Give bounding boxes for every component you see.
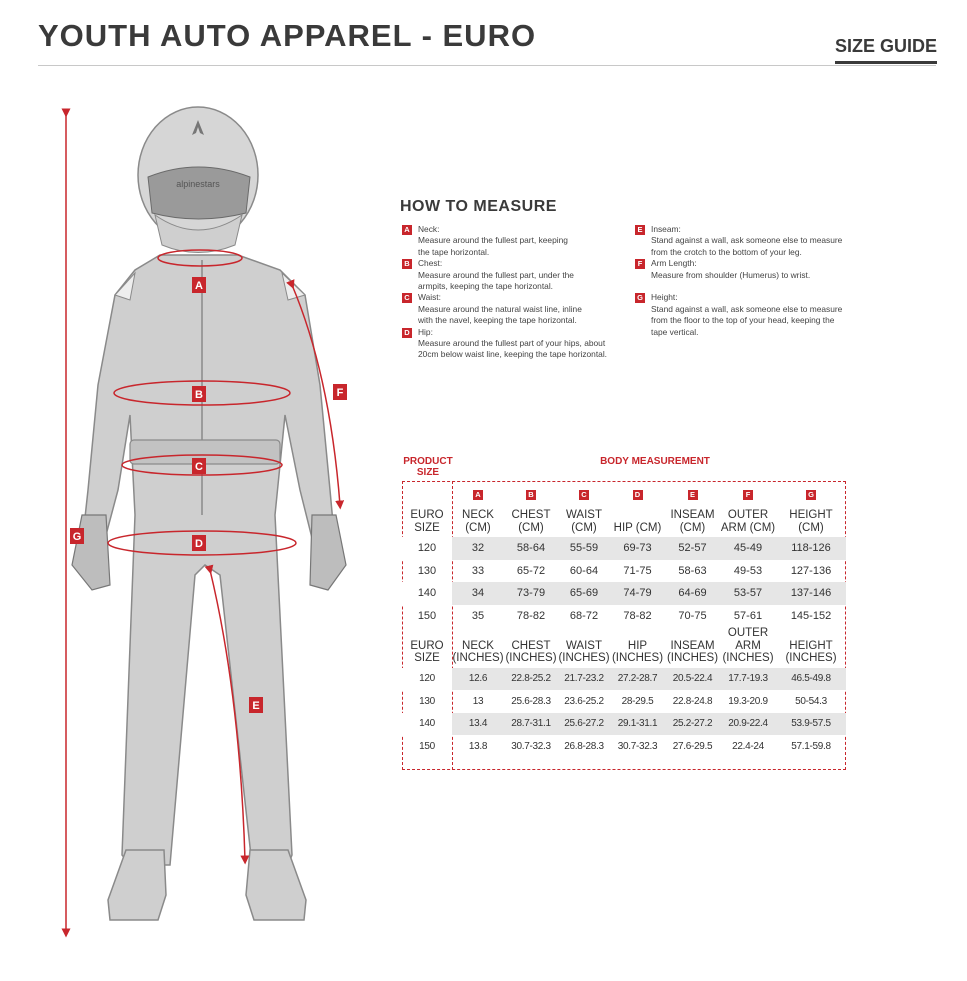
instruction-hip: D Hip: Measure around the fullest part of your hips, about 20cm below waist line, keeping the tape horizontal.	[402, 327, 632, 361]
measure-instructions-left	[402, 224, 632, 361]
column-header: HIP (INCHES)	[611, 639, 664, 664]
column-header: CHEST (CM)	[511, 509, 551, 534]
value-cell: 20.9-22.4	[720, 713, 776, 736]
size-guide-label: SIZE GUIDE	[835, 36, 937, 64]
value-cell: 29.1-31.1	[610, 713, 665, 736]
value-cell: 45-49	[720, 537, 776, 560]
table-row	[402, 668, 846, 691]
value-cell: 55-59	[558, 537, 610, 560]
instruction-neck: A Neck: Measure around the fullest part, keeping the tape horizontal.	[402, 224, 632, 258]
letter-row	[402, 484, 846, 502]
value-cell: 53-57	[720, 582, 776, 605]
page-title: YOUTH AUTO APPAREL - EURO	[38, 18, 537, 53]
column-header: OUTER ARM (CM)	[720, 509, 776, 534]
size-cell: 130	[419, 695, 435, 707]
value-cell: 58-64	[504, 537, 558, 560]
body-measurement-heading: BODY MEASUREMENT	[600, 456, 710, 467]
value-cell: 22.8-24.8	[672, 695, 713, 707]
right-boot	[246, 850, 306, 920]
header-divider	[38, 65, 936, 66]
product-size-heading: PRODUCT SIZE	[403, 456, 453, 478]
value-cell: 57.1-59.8	[791, 740, 831, 752]
table-row	[402, 560, 846, 583]
value-cell: 78-82	[623, 609, 652, 622]
value-cell: 25.6-28.3	[511, 695, 551, 707]
value-cell: 30.7-32.3	[617, 740, 658, 752]
value-cell: 64-69	[665, 582, 720, 605]
value-cell: 12.6	[452, 668, 504, 691]
value-cell: 71-75	[623, 564, 652, 577]
badge-f: F	[635, 259, 645, 269]
table-row	[402, 713, 846, 736]
size-cell: 120	[402, 668, 452, 691]
table-row	[402, 690, 846, 713]
value-cell: 30.7-32.3	[511, 740, 551, 752]
size-cell: 130	[417, 564, 437, 577]
value-cell: 52-57	[665, 537, 720, 560]
col-badge-f: F	[743, 490, 753, 500]
marker-e: E	[252, 700, 260, 712]
racing-suit-figure	[30, 95, 390, 945]
value-cell: 28-29.5	[621, 695, 654, 707]
table-row	[402, 605, 846, 628]
value-cell: 58-63	[678, 564, 707, 577]
instruction-waist: C Waist: Measure around the natural waist line, inline with the navel, keeping the tape horizontal.	[402, 292, 632, 326]
value-cell: 65-69	[558, 582, 610, 605]
value-cell: 21.7-23.2	[558, 668, 610, 691]
value-cell: 57-61	[733, 609, 763, 622]
size-table	[402, 484, 846, 758]
instruction-arm-length: F Arm Length: Measure from shoulder (Humerus) to wrist.	[635, 258, 865, 281]
marker-g: G	[72, 531, 82, 543]
size-cell: 150	[417, 609, 437, 622]
marker-c: C	[195, 461, 203, 473]
column-header: WAIST (INCHES)	[558, 639, 610, 664]
column-header: WAIST (CM)	[566, 509, 602, 534]
column-header: EURO SIZE	[410, 639, 444, 664]
value-cell: 53.9-57.5	[776, 713, 846, 736]
badge-d: D	[402, 328, 412, 338]
col-badge-g: G	[806, 490, 816, 500]
helmet-brand: alpinestars	[176, 179, 220, 189]
value-cell: 137-146	[776, 582, 846, 605]
how-to-measure-title: HOW TO MEASURE	[400, 198, 557, 215]
value-cell: 50-54.3	[795, 695, 827, 707]
value-cell: 28.7-31.1	[504, 713, 558, 736]
marker-b: B	[195, 389, 203, 401]
column-header: OUTER ARM (INCHES)	[722, 627, 774, 664]
value-cell: 20.5-22.4	[665, 668, 720, 691]
badge-c: C	[402, 293, 412, 303]
column-header: NECK (CM)	[462, 509, 494, 534]
marker-a: A	[195, 280, 203, 292]
value-cell: 22.4-24	[732, 740, 764, 752]
header-row-inches	[402, 627, 846, 668]
size-cell: 140	[402, 582, 452, 605]
value-cell: 74-79	[610, 582, 665, 605]
col-badge-c: C	[579, 490, 589, 500]
left-boot	[108, 850, 166, 920]
value-cell: 73-79	[504, 582, 558, 605]
left-glove	[72, 515, 110, 590]
size-cell: 140	[402, 713, 452, 736]
value-cell: 25.6-27.2	[558, 713, 610, 736]
size-cell: 120	[402, 537, 452, 560]
measure-instructions-right	[635, 224, 865, 338]
value-cell: 32	[452, 537, 504, 560]
table-row	[402, 537, 846, 560]
value-cell: 27.6-29.5	[672, 740, 713, 752]
value-cell: 145-152	[790, 609, 832, 622]
value-cell: 23.6-25.2	[564, 695, 604, 707]
badge-g: G	[635, 293, 645, 303]
value-cell: 27.2-28.7	[610, 668, 665, 691]
badge-e: E	[635, 225, 645, 235]
value-cell: 13	[472, 695, 484, 707]
value-cell: 34	[452, 582, 504, 605]
instruction-chest: B Chest: Measure around the fullest part, under the armpits, keeping the tape horizontal.	[402, 258, 632, 292]
value-cell: 78-82	[516, 609, 546, 622]
column-header: HEIGHT (CM)	[789, 509, 833, 534]
col-badge-a: A	[473, 490, 483, 500]
header-row-cm	[402, 502, 846, 537]
instruction-height: G Height: Stand against a wall, ask someone else to measure from the floor to the top of your head, keeping the tape vertical.	[635, 292, 865, 338]
col-badge-b: B	[526, 490, 536, 500]
column-header: HEIGHT (INCHES)	[785, 639, 837, 664]
value-cell: 118-126	[776, 537, 846, 560]
value-cell: 33	[471, 564, 485, 577]
marker-d: D	[195, 538, 203, 550]
column-header: INSEAM (INCHES)	[666, 639, 719, 664]
value-cell: 68-72	[569, 609, 599, 622]
value-cell: 26.8-28.3	[564, 740, 604, 752]
value-cell: 60-64	[569, 564, 599, 577]
suit-body	[82, 255, 335, 865]
helmet	[138, 107, 258, 253]
value-cell: 13.4	[452, 713, 504, 736]
value-cell: 22.8-25.2	[504, 668, 558, 691]
size-cell: 150	[419, 740, 435, 752]
instruction-inseam: E Inseam: Stand against a wall, ask someone else to measure from the crotch to the bottom of your leg.	[635, 224, 865, 258]
table-row	[402, 735, 846, 758]
value-cell: 17.7-19.3	[720, 668, 776, 691]
value-cell: 25.2-27.2	[665, 713, 720, 736]
col-badge-e: E	[688, 490, 698, 500]
column-header: INSEAM (CM)	[670, 509, 715, 534]
value-cell: 13.8	[468, 740, 488, 752]
value-cell: 65-72	[516, 564, 546, 577]
badge-b: B	[402, 259, 412, 269]
value-cell: 35	[471, 609, 485, 622]
column-header: HIP (CM)	[613, 521, 662, 534]
column-header: NECK (INCHES)	[452, 639, 504, 664]
value-cell: 69-73	[610, 537, 665, 560]
badge-a: A	[402, 225, 412, 235]
value-cell: 46.5-49.8	[776, 668, 846, 691]
value-cell: 127-136	[790, 564, 832, 577]
right-glove	[310, 515, 346, 590]
col-badge-d: D	[633, 490, 643, 500]
value-cell: 19.3-20.9	[728, 695, 768, 707]
value-cell: 70-75	[678, 609, 707, 622]
column-header: EURO SIZE	[410, 509, 444, 534]
column-header: CHEST (INCHES)	[505, 639, 557, 664]
marker-f: F	[336, 387, 344, 399]
value-cell: 49-53	[733, 564, 763, 577]
table-row	[402, 582, 846, 605]
